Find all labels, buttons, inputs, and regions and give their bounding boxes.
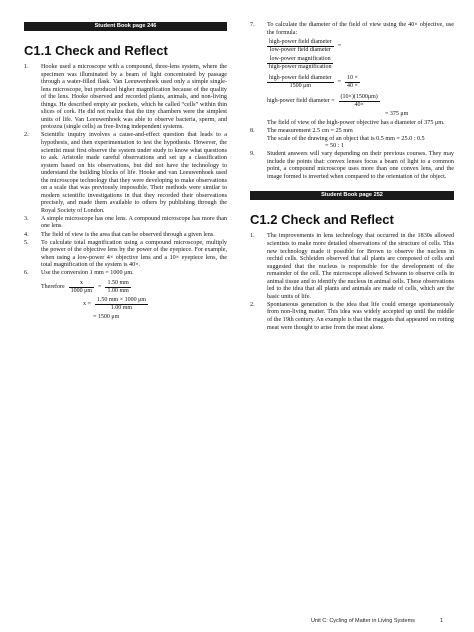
page-number: 1 (440, 618, 444, 624)
field-formula: $\frac{\text{high-power field diameter}}{\text{low-power field diameter}}$ = $\frac{\text{low-power magnification}}{\text{high-power magnification}}$ $\frac{\text{high-power field diameter}}{1500 \mu m}$ = $\frac{10 \times}{40 \times}$ high-power field diameter = $\frac{(10\times)(1500\mu m)}{40\times}$ = 375 μm (267, 39, 409, 118)
list-item: 2. Spontaneous generation is the idea that life could emerge spontaneously from non-living matter. This idea was widely accepted up until the middle of the 19th century. An example is that the maggots that appeared on rotting meat were thought to arise from the meat alone. (250, 301, 454, 331)
right-column (250, 22, 454, 333)
list-item: 9. Student answers will vary depending on their previous courses. They may include the points that: convex lenses focus a beam of light to a common point, a compound microscope uses more than one convex lens, and the image formed is inverted when compared to the orientation of the object. (250, 151, 454, 180)
list-item: 6. Use the conversion 1 mm = 1000 μm. Therefore $\frac{x}{1000 \mu m}$ = $\frac{1.50 mm}{1.00 mm}$ x = $\frac{1.50 mm \times 1000 \mu m}{1.00 mm}$ = 1500 μm (24, 270, 227, 321)
answer-list-c1-2 (250, 233, 454, 332)
heading-c1-1: C1.1 Check and Reflect (24, 43, 168, 58)
list-item: 2. Scientific inquiry involves a cause-and-effect question that leads to a hypothesis, and then experimentation to test the hypothesis. However, the scientist must first observe the system under study to know what questions to ask. Aristotle made careful observations and set up a classification system based on his observations, but did not have the technology to understand the building blocks of life. Hooke and van Leeuwenhoek used the microscope technology that they were developing to make observations on a scale that was previously impossible. Their methods were similar to modern scientific investigations in that they recorded their observations precisely, and made them available to others by publishing through the Royal Society of London. (24, 132, 227, 214)
list-item: 3. A simple microscope has one lens. A compound microscope has more than one lens. (24, 215, 227, 230)
heading-c1-2: C1.2 Check and Reflect (250, 212, 394, 228)
conversion-math: Therefore $\frac{x}{1000 \mu m}$ = $\frac{1.50 mm}{1.00 mm}$ x = $\frac{1.50 mm \times 1000 \mu m}{1.00 mm}$ = 1500 μm (41, 279, 146, 320)
list-item: 8. The measurement 2.5 cm = 25 mm The scale of the drawing of an object that is 0.5 mm = 25.0 : 0.5 = 50 : 1 (250, 128, 425, 150)
section-bar-246: Student Book page 246 (24, 22, 227, 31)
left-column (24, 22, 227, 323)
list-item: 1. Hooke used a microscope with a compound, three-lens system, where the specimen was illuminated by a beam of light concentrated by passage through a water-filled flask. Van Leeuwenhoek used only a simple single-lens microscope, but produced higher magnification because of the quality of the lens. Hooke observed and recorded plants, animals, and non-living things. He described empty air pockets, which he called “cells” within thin slices of cork. He did not realize that the tiny chambers were the simplest units of life. Van Leeuwenhoek was able to observe bacteria, sperm, and protozoa (single cells) as free-living independent systems. (24, 64, 227, 131)
answer-list-c1-1 (24, 64, 227, 321)
section-bar-252: Student Book page 252 (250, 191, 454, 200)
list-item: 7. To calculate the diameter of the field of view using the 40× objective, use the formula: $\frac{\text{high-power field diameter}}{\text{low-power field diameter}}$ = $\frac{\text{low-power magnification}}{\text{high-power magnification}}$ $\frac{\text{high-power field diameter}}{1500 \mu m}$ = $\frac{10 \times}{40 \times}$ high-power field diameter = $\frac{(10\times)(1500\mu m)}{40\times}$ = 375 μm The field of view of the high-power objective has a diameter of 375 μm. (250, 22, 454, 127)
footer-title: Unit C: Cycling of Matter in Living Systems (311, 618, 415, 624)
list-item: 1. The improvements in lens technology that occurred in the 1830s allowed scientists to make more detailed observations of the structure of cells. This new technology made it possible for Brown to observe the nucleus in orchid cells. Schleiden observed that all plants are composed of cells and suggested that the nucleus is responsible for the development of the remainder of the cell. The microscope allowed Schwann to observe cells in animal tissue and to identify the nucleus in animal cells. These observations led to the idea that all plants and animals are made of cells, which are the basic units of life. (250, 233, 454, 300)
list-item: 4. The field of view is the area that can be observed through a given lens. (24, 231, 215, 238)
list-item: 5. To calculate total magnification using a compound microscope, multiply the power of the objective lens by the power of the eyepiece. For example, when using a low-power 4× objective lens and a 10× eyepiece lens, the total magnification of the system is 40×. (24, 239, 227, 269)
